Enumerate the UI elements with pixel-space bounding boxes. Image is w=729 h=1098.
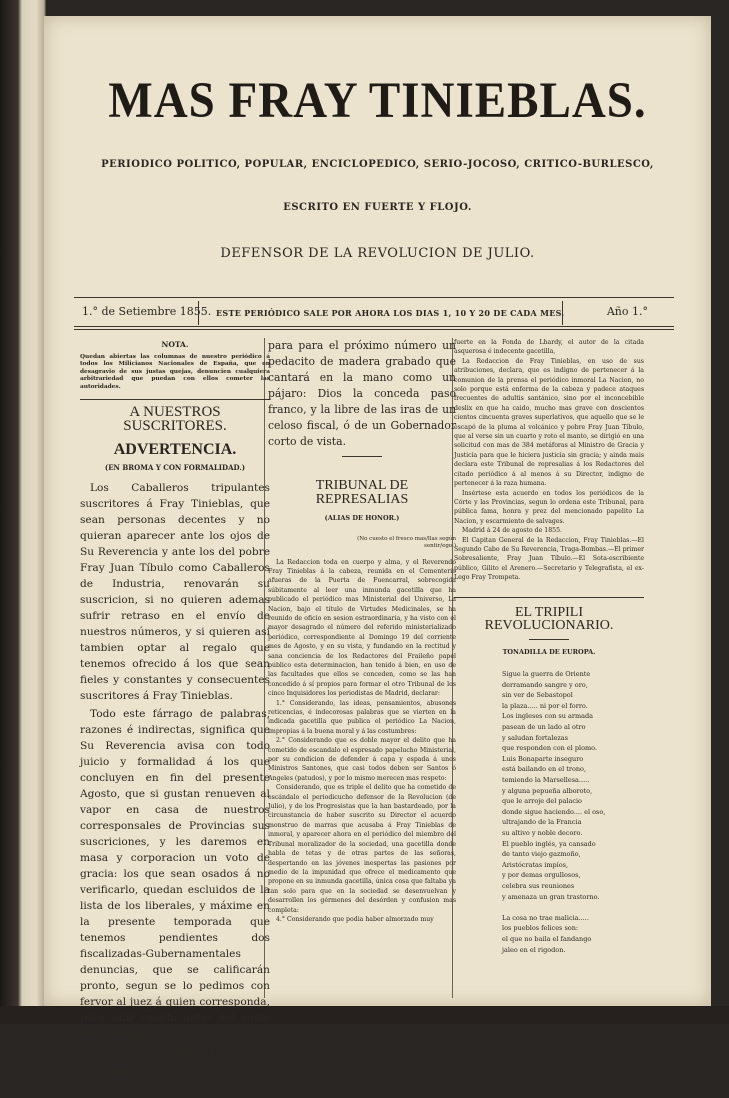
- masthead-motto: ESCRITO EN FUERTE Y FLOJO.: [283, 202, 472, 213]
- newspaper-page: [44, 16, 711, 1094]
- poem-verse: los pueblos felices son:: [502, 924, 579, 933]
- poem-verse: de tanto viejo gazmoño,: [502, 850, 581, 859]
- poem-verse: jaleo en el rigodon.: [502, 945, 566, 954]
- tripili-heading: EL TRIPILI REVOLUCIONARIO.: [454, 597, 644, 633]
- paragraph: La Redaccion de Fray Tinieblas, en uso de sus atribuciones, declara, que es indigno de pertenecer á la comunion de la prensa el periódico inmoral La Nacion, no solo porque está enferma de la cabeza y padece ataques frecuentes de adultis santánico, sino por el inconcebible deslix en que ha caido, mucho mas grave con doscientos cientos cincuenta graves superlativos, que aquello que se le escapó de la pluma al volcánico y pobre Fray Juan Tíbulo, que al verse sin un cuarto y roto el manto, se dirigió en una solicitud con mas de 384 metáforas al Ministro de Gracia y Justicia para que le hiciera justicia sin gracia; y ainda mais declara este Tribunal de represalias á los Redactores del citado periódico á al menos á su Director, indigno de pertenecer á la raza humana.: [454, 357, 644, 488]
- masthead-subtitle: PERIODICO POLITICO, POPULAR, ENCICLOPEDICO, SERIO-JOCOSO, CRITICO-BURLESCO,: [101, 159, 654, 170]
- poem-verse: derramando sangre y oro,: [502, 680, 588, 689]
- nota-heading: NOTA.: [161, 340, 189, 349]
- column-1: [80, 338, 270, 1098]
- divider: [529, 639, 569, 640]
- paragraph: El Capitan General de la Redaccion, Fray Tinieblas.—El Segundo Cabo de Su Reverencia, Traga-Bombas.—El primer Sobresaliente, Fray Juan Tíbulo.—El Sota-escribiente público, Gilito el Arenero.—Secretario y Telegrafista, el ex-Lego Fray Trompeta.: [454, 536, 644, 582]
- paragraph: Considerando, que es triple el delito que ha cometido de escándalo el periodicucho defensor de la Revolucion (de Julio), y de los Progresistas que la han bastardeado, por la circunstancia de haber suscrito su Director el acuerdo monstruo de marras que acusaba á Fray Tinieblas de inmoral, y aparecer ahora en el periódico del miembro del Tribunal moralizador de la sociedad, una gacetilla donde habla de tetas y de otras partes de las señoras, despertando en las jóvenes inespertas las pasiones por medio de la impunidad que ofrece el medicamento que propone en su inmunda gacetilla, única cosa que faltaba ya tan solo para que en la sociedad se desenvuelvan y desarrollen los gérmenes del desórden y confusion mas completa:: [268, 784, 456, 914]
- paragraph: Todo este fárrago de palabras, razones é indirectas, significa que Su Reverencia avisa con todo juicio y formalidad á los que concluyen en fin del presente Agosto, que si gustan renueven al vapor en casa de nuestros corresponsales de Provincias sus suscriciones, y les daremos en masa y corporacion un voto de gracia: los que sean osados á no verificarlo, quedan escluidos de la lista de los liberales, y máxime en la presente temporada que tenemos pendientes dos fiscalizadas-Gubernamentales denuncias, que se calificarán pronto, segun se lo pedimos con fervor al juez á quien corresponda, para salir cuanto antes del susto que tenemos dentro del cuerpo.: [80, 708, 270, 1040]
- advertencia-subheading: (EN BROMA Y CON FORMALIDAD.): [104, 462, 246, 472]
- masthead-title: MAS FRAY TINIEBLAS.: [108, 72, 647, 130]
- poem-verse: el que no baila el fandango: [502, 934, 592, 943]
- paragraph: Caballeros, y no de Industria; se pre-: [80, 1065, 270, 1094]
- poem-verse: que le arroje del palacio: [502, 797, 582, 806]
- tribunal-heading: TRIBUNAL DE REPRESALIAS: [315, 478, 409, 507]
- poem-verse: pasean de un lado al otro: [502, 723, 586, 732]
- tonadilla-heading: TONADILLA DE EUROPA.: [502, 647, 596, 656]
- poem-verse: Aristócratas impíos,: [502, 860, 569, 869]
- poem-verse: El pueblo inglés, ya cansado: [502, 839, 596, 848]
- poem-verse: y alguna pepueña alboroto,: [502, 786, 593, 795]
- poem-verse: y por demas orgullosos,: [502, 871, 581, 880]
- masthead-defensor: DEFENSOR DE LA REVOLUCION DE JULIO.: [220, 246, 535, 261]
- epigraph: (No cuesto el fresco mas/llas según sentir/ego.): [357, 535, 456, 549]
- paragraph: Madrid á 24 de agosto de 1855.: [462, 527, 562, 535]
- nota-text: Quedan abiertas las columnas de nuestro periódico á todos los Milicianos Nacionales de España, que en desagravio de sus justas quejas, denuncien cualquiera arbitrariedad que puedan con ellos cometer las autoridades.: [80, 353, 270, 390]
- book-spine: [0, 0, 46, 1024]
- poem-verse: está bailando en el trono,: [502, 765, 587, 774]
- issue-year: Año 1.°: [606, 305, 648, 318]
- poem-verse: temiendo la Marsellesa.....: [502, 776, 590, 784]
- poem-verse: que responden con el plomo.: [502, 744, 598, 753]
- divider: [342, 456, 382, 457]
- issue-date: 1.° de Setiembre 1855.: [82, 305, 212, 318]
- poem-verse: y saludan fortalezas: [502, 733, 568, 742]
- paragraph: 1.° Considerando, las ideas, pensamientos, abusones reticencias, é indecorosas palabras que se vierten en la indicada gacetilla que publica el periódico La Nacion, impropias á la buena moral y á las costumbres:: [268, 699, 456, 735]
- top-rule: [74, 297, 674, 298]
- paragraph: 2.° Considerando que es doble mayor el delito que ha cometido de escandalo el espresado papelucho Ministerial, por su condicion de defender á capa y espada á unos Ministros Santones, que casi todos deben ser Santos ó Angeles (patudos), y por lo mismo merecen mas respeto:: [268, 737, 456, 782]
- double-rule-top: [74, 326, 674, 327]
- paragraph: 4.° Considerando que podia haber almorzado muy: [276, 915, 434, 923]
- poem-verse: celebra sus reuniones: [502, 881, 575, 890]
- poem-verse: La cosa no trae malicia.....: [502, 913, 589, 922]
- dateline-divider: [198, 301, 199, 325]
- paragraph: Los Caballeros tripulantes suscritores á Fray Tinieblas, que sean personas decentes y no quieran aparecer ante los ojos de Su Reverencia y ante los del pobre Fray Juan Tíbulo como Caballeros de Industria, renovarán su suscricion, si no quieren ademas sufrir retraso en el envío de nuestros números, y si quieren asi tambien optar al regalo que tenemos ofrecido á los que sean fieles y constantes y consecuentes suscritores á Fray Tinieblas.: [80, 482, 270, 702]
- poem-verse: Sigue la guerra de Oriente: [502, 670, 591, 679]
- paragraph: Insértese esta acuerdo en todos los periódicos de la Córte y las Provincias, segun lo ordena este Tribunal, para pública fama, honra y prez del mencionado papelito La Nacion, y escarmiento de salvages.: [454, 489, 644, 525]
- paragraph: fuerte en la Fonda de Lhardy, el autor de la citada asquerosa é indecente gacetilla,: [454, 339, 644, 356]
- paragraph: para para el próximo número un pedacito de madera grabado que cantará en la mano como un pájaro: Dios la conceda paso franco, y la libre de las iras de un celoso fiscal, ó de un Gobernador corto de vista.: [268, 339, 456, 448]
- publication-schedule: ESTE PERIÓDICO SALE POR AHORA LOS DIAS 1, 10 Y 20 DE CADA MES.: [216, 308, 565, 318]
- otra-heading: OTRA Y BUENA.: [128, 1048, 222, 1061]
- poem-verse: ultrajando de la Francia: [502, 818, 582, 827]
- poem-verse: Luis Bonaparte inseguro: [502, 754, 584, 763]
- poem-verse: sin ver de Sebastopol: [502, 691, 573, 700]
- double-rule-bottom: [74, 329, 674, 330]
- column-2: [268, 338, 456, 924]
- tribunal-subheading: (ALIAS DE HONOR.): [324, 514, 400, 522]
- poem-verse: su altivo y noble decoro.: [502, 828, 583, 837]
- poem-verse: la plaza..... ni por el forro.: [502, 701, 588, 710]
- dateline-divider: [562, 301, 563, 325]
- poem-verse: y amenaza un gran trastorno.: [502, 892, 600, 901]
- column-3: [454, 338, 644, 955]
- poem-verse: [454, 902, 644, 913]
- poem-verse: donde sigue haciendo.... el oso,: [502, 807, 606, 816]
- section-heading: A NUESTROS SUSCRITORES.: [80, 399, 270, 433]
- advertencia-heading: ADVERTENCIA.: [113, 441, 237, 458]
- poem-verse: Los ingleses con su armada: [502, 712, 594, 721]
- paragraph: La Redaccion toda en cuerpo y alma, y el Reverendo Fray Tinieblas á la cabeza, reunida en el Cementerio afueras de la Puerta de Fuencarral, sobrecogida súbitamente al leer una inmunda gacetilla que ha publicado el periódico mas Ministerial del Universo, La Nacion, bajo el título de Virtudes Medicinales, se ha reunido de oficio en sesion estraordinaria, y ha visto con el mayor desagrado el número del referido ministerializado periódico, correspondiente al Domingo 19 del corriente mes de Agosto, y en su vista, y fundando en la rectitud y sana conciencia de los Redactores del Fraileño papel público esta determinacion, han tenido á bien, en uso de las facultades que ellos se conceden, como se las han concedido á sí propios para formar el otro Tribunal de los cinco Inquisidores los periodistas de Madrid, declarar:: [268, 558, 456, 698]
- dateline: [74, 301, 674, 325]
- poem: [454, 669, 644, 955]
